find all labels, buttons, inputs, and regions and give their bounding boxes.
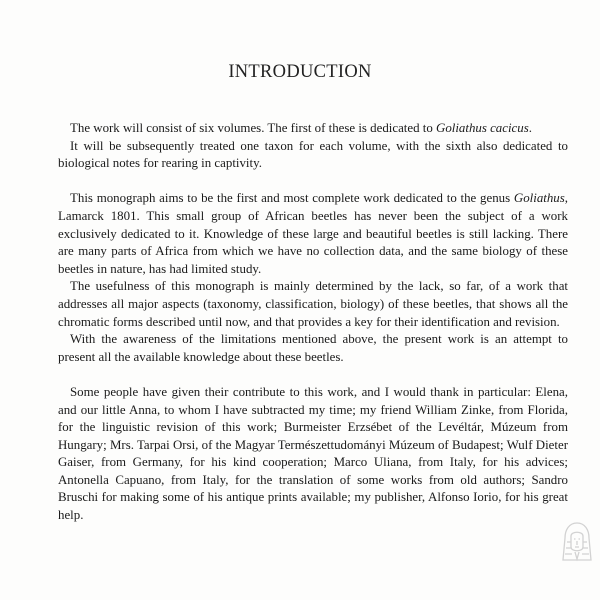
paragraph-gap xyxy=(58,173,568,191)
text-run: , Lamarck 1801. This small group of African beetles has never been the subject of a work exclusively dedicated to it. Knowledge of these large and beautiful beetles is still lacking. There are many parts of Africa from which we have no collection data, and the same biology of these beetles in nature, has had limited study. xyxy=(58,191,568,276)
text-run: Some people have given their contribute to this work, and I would thank in particular: Elena, and our little Anna, to whom I have subtracted my time; my friend William Zinke, from Florida, for the linguistic revision of this work; Burmeister Erzsébet of the Levéltár, Múzeum from Hungary; Mrs. Tarpai Orsi, of the Magyar Természettudományi Múzeum of Budapest; Wulf Dieter Gaiser, from Germany, for his kind cooperation; Marco Uliana, from Italy, for his advices; Antonella Capuano, from Italy, for the translation of some works from old authors; Sandro Bruschi for making some of his antique prints available; my publisher, Alfonso Iorio, for his great help. xyxy=(58,384,568,523)
body-paragraph xyxy=(58,190,568,278)
document-body xyxy=(58,120,568,525)
text-run: The work will consist of six volumes. The first of these is dedicated to xyxy=(70,121,437,135)
body-paragraph xyxy=(58,138,568,173)
body-paragraph xyxy=(58,120,568,138)
paragraph-gap xyxy=(58,366,568,384)
page-title: INTRODUCTION xyxy=(228,62,372,82)
italic-taxon-name: Goliathus xyxy=(513,191,565,206)
text-run: With the awareness of the limitations mentioned above, the present work is an attempt to present all the available knowledge about these beetles. xyxy=(58,332,568,364)
italic-taxon-name: Goliathus cacicus xyxy=(436,121,529,135)
pharaoh-head-watermark-icon xyxy=(560,520,594,566)
text-run: The usefulness of this monograph is mainly determined by the lack, so far, of a work that addresses all major aspects (taxonomy, classification, biology) of these beetles, that shows all the chromatic forms described until now, and that provides a key for their identification and revision. xyxy=(58,279,568,329)
body-paragraph xyxy=(58,384,568,525)
text-run: It will be subsequently treated one taxon for each volume, with the sixth also dedicated to biological notes for rearing in captivity. xyxy=(58,138,568,171)
text-run: . xyxy=(528,121,532,135)
body-paragraph xyxy=(58,278,568,331)
body-paragraph xyxy=(58,331,568,366)
text-run: This monograph aims to be the first and most complete work dedicated to the genus xyxy=(70,191,514,206)
